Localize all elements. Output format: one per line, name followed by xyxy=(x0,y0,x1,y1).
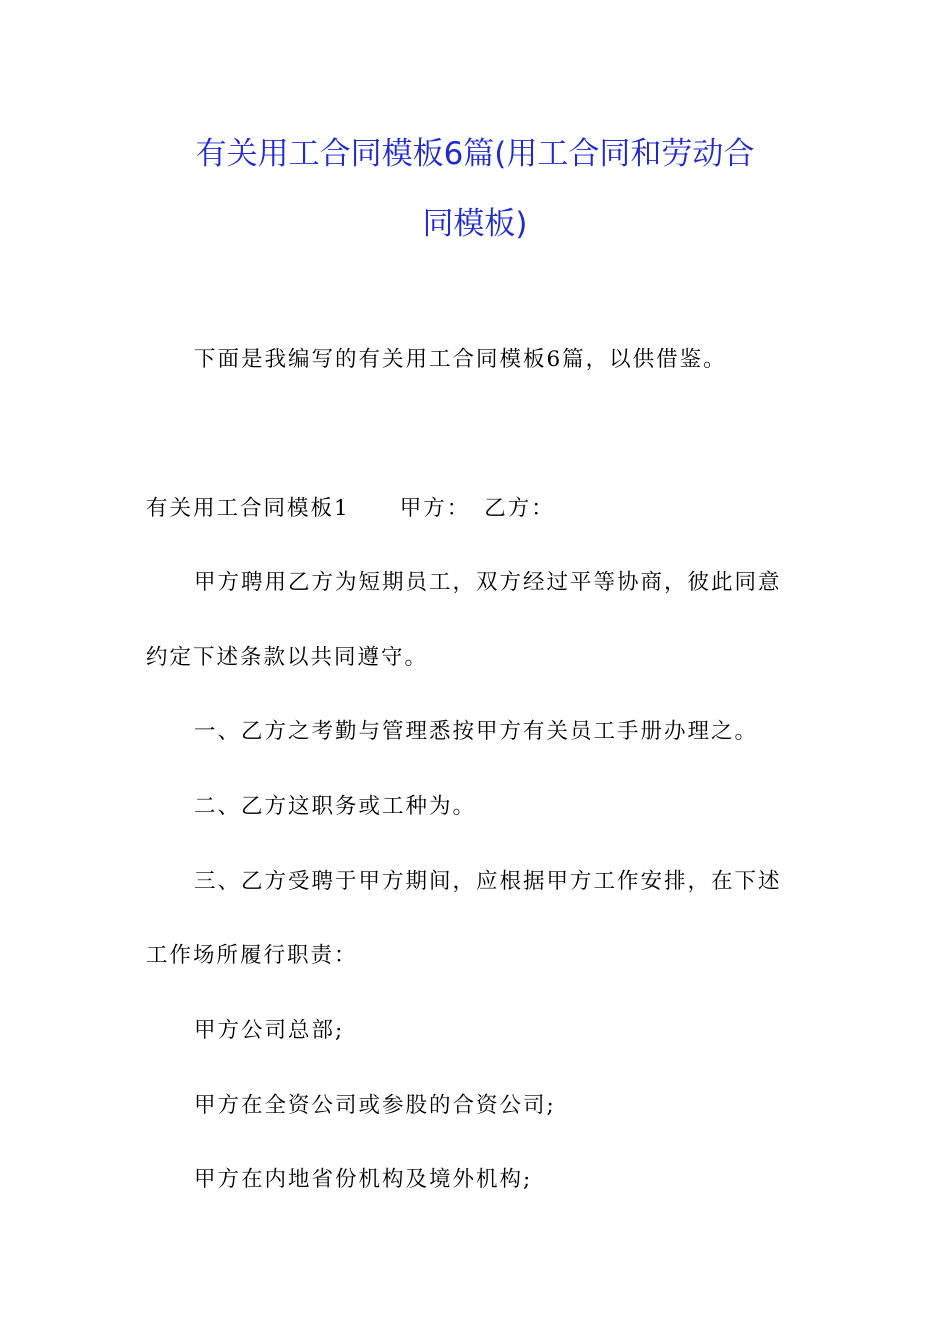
paragraph-1-line-2: 约定下述条款以共同遵守。 xyxy=(146,645,429,670)
intro-paragraph: 下面是我编写的有关用工合同模板6篇，以供借鉴。 xyxy=(194,347,727,372)
section-heading-row xyxy=(146,494,555,524)
clause-2: 二、乙方这职务或工种为。 xyxy=(194,794,477,819)
party-b-label: 乙方： xyxy=(484,496,555,521)
document-title-line-1: 有关用工合同模板6篇(用工合同和劳动合 xyxy=(195,136,755,172)
paragraph-1-line-1: 甲方聘用乙方为短期员工，双方经过平等协商，彼此同意 xyxy=(194,570,782,595)
document-title-line-2: 同模板) xyxy=(422,206,528,242)
clause-1: 一、乙方之考勤与管理悉按甲方有关员工手册办理之。 xyxy=(194,719,759,744)
workplace-item-1: 甲方公司总部; xyxy=(194,1018,345,1043)
clause-3-line-2: 工作场所履行职责： xyxy=(146,943,358,968)
workplace-item-2: 甲方在全资公司或参股的合资公司; xyxy=(194,1093,556,1118)
party-a-label: 甲方： xyxy=(399,496,471,521)
workplace-item-3: 甲方在内地省份机构及境外机构; xyxy=(194,1167,533,1192)
clause-3-line-1: 三、乙方受聘于甲方期间，应根据甲方工作安排，在下述 xyxy=(194,869,782,894)
section-heading: 有关用工合同模板1 xyxy=(146,496,350,521)
